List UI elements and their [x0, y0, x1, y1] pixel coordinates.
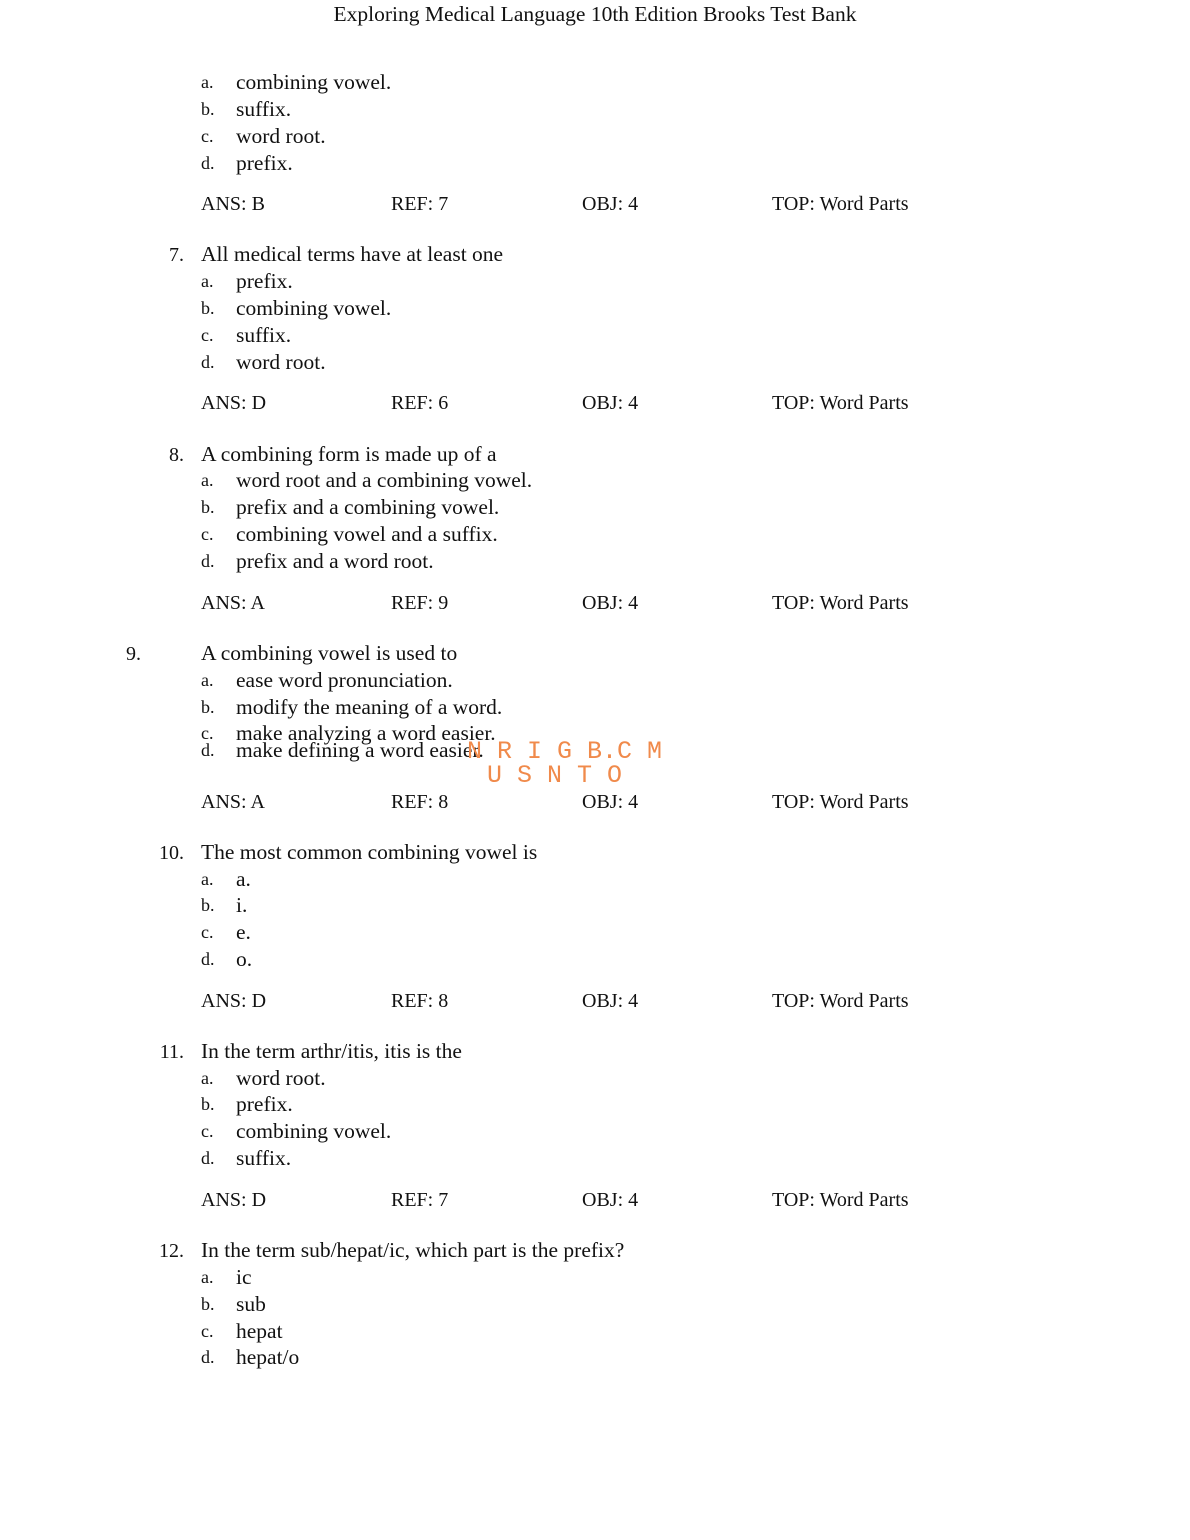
question-number: 8.	[169, 444, 184, 466]
reference-label: REF: 8	[391, 990, 449, 1012]
option-text: prefix.	[236, 151, 293, 175]
question-number: 11.	[159, 1041, 184, 1063]
objective-label: OBJ: 4	[582, 392, 639, 414]
option-text: combining vowel.	[236, 296, 392, 320]
topic-label: TOP: Word Parts	[772, 392, 909, 414]
topic-label: TOP: Word Parts	[772, 193, 909, 215]
objective-label: OBJ: 4	[582, 990, 639, 1012]
answer-label: ANS: D	[201, 1189, 267, 1211]
topic-label: TOP: Word Parts	[772, 791, 909, 813]
option-text: word root.	[236, 350, 326, 374]
answer-label: ANS: B	[201, 193, 265, 215]
option-text: prefix and a word root.	[236, 549, 434, 573]
option-letter: c.	[201, 1121, 214, 1141]
option-text: suffix.	[236, 1146, 292, 1170]
option-letter: a.	[201, 869, 214, 889]
option-letter: b.	[201, 1094, 215, 1114]
topic-label: TOP: Word Parts	[772, 592, 909, 614]
option-text: word root.	[236, 124, 326, 148]
question-text: The most common combining vowel is	[201, 840, 538, 864]
option-text: suffix.	[236, 97, 292, 121]
question-number: 12.	[159, 1240, 184, 1262]
option-text: combining vowel and a suffix.	[236, 522, 498, 546]
option-text: i.	[236, 893, 248, 917]
option-text: ease word pronunciation.	[236, 668, 453, 692]
option-text: modify the meaning of a word.	[236, 695, 503, 719]
option-letter: b.	[201, 1294, 215, 1314]
reference-label: REF: 7	[391, 1189, 449, 1211]
option-text: hepat/o	[236, 1345, 300, 1369]
question-number: 9.	[126, 643, 141, 665]
topic-label: TOP: Word Parts	[772, 1189, 909, 1211]
objective-label: OBJ: 4	[582, 193, 639, 215]
option-letter: c.	[201, 325, 214, 345]
option-letter: b.	[201, 697, 215, 717]
option-text: make analyzing a word easier.	[236, 721, 496, 745]
question-text: All medical terms have at least one	[201, 242, 504, 266]
option-letter: a.	[201, 670, 214, 690]
option-text: combining vowel.	[236, 1119, 392, 1143]
reference-label: REF: 6	[391, 392, 449, 414]
option-text: sub	[236, 1292, 266, 1316]
option-text: ic	[236, 1265, 252, 1289]
option-letter: b.	[201, 298, 215, 318]
option-text: prefix.	[236, 269, 293, 293]
option-letter: b.	[201, 895, 215, 915]
option-text: a.	[236, 867, 251, 891]
option-text: make defining a word easier.	[236, 738, 484, 762]
option-letter: d.	[201, 740, 215, 760]
option-letter: c.	[201, 126, 214, 146]
question-text: In the term arthr/itis, itis is the	[201, 1039, 462, 1063]
question-number: 10.	[159, 842, 184, 864]
question-number: 7.	[169, 244, 184, 266]
option-letter: d.	[201, 1148, 215, 1168]
option-text: word root.	[236, 1066, 326, 1090]
option-text: hepat	[236, 1319, 283, 1343]
option-text: suffix.	[236, 323, 292, 347]
answer-label: ANS: A	[201, 791, 265, 813]
option-text: prefix and a combining vowel.	[236, 495, 500, 519]
answer-label: ANS: A	[201, 592, 265, 614]
reference-label: REF: 7	[391, 193, 449, 215]
option-letter: b.	[201, 497, 215, 517]
question-text: A combining vowel is used to	[201, 641, 458, 665]
objective-label: OBJ: 4	[582, 592, 639, 614]
option-letter: c.	[201, 723, 214, 743]
option-letter: c.	[201, 922, 214, 942]
option-letter: d.	[201, 352, 215, 372]
objective-label: OBJ: 4	[582, 791, 639, 813]
question-text: A combining form is made up of a	[201, 442, 497, 466]
option-text: word root and a combining vowel.	[236, 468, 533, 492]
answer-label: ANS: D	[201, 392, 267, 414]
option-letter: a.	[201, 1267, 214, 1287]
reference-label: REF: 9	[391, 592, 449, 614]
option-letter: a.	[201, 1068, 214, 1088]
option-letter: a.	[201, 470, 214, 490]
option-text: e.	[236, 920, 251, 944]
option-text: o.	[236, 947, 253, 971]
answer-label: ANS: D	[201, 990, 267, 1012]
option-letter: a.	[201, 72, 214, 92]
option-letter: b.	[201, 99, 215, 119]
option-letter: c.	[201, 524, 214, 544]
option-letter: d.	[201, 153, 215, 173]
page-header: Exploring Medical Language 10th Edition Brooks Test Bank	[333, 2, 857, 26]
objective-label: OBJ: 4	[582, 1189, 639, 1211]
watermark-line-1: N R I G B.C M	[467, 737, 663, 766]
option-text: combining vowel.	[236, 70, 392, 94]
watermark-line-2: U S N T O	[487, 761, 623, 790]
question-text: In the term sub/hepat/ic, which part is the prefix?	[201, 1238, 625, 1262]
topic-label: TOP: Word Parts	[772, 990, 909, 1012]
option-letter: c.	[201, 1321, 214, 1341]
reference-label: REF: 8	[391, 791, 449, 813]
option-text: prefix.	[236, 1092, 293, 1116]
option-letter: d.	[201, 1347, 215, 1367]
option-letter: d.	[201, 949, 215, 969]
option-letter: d.	[201, 551, 215, 571]
option-letter: a.	[201, 271, 214, 291]
